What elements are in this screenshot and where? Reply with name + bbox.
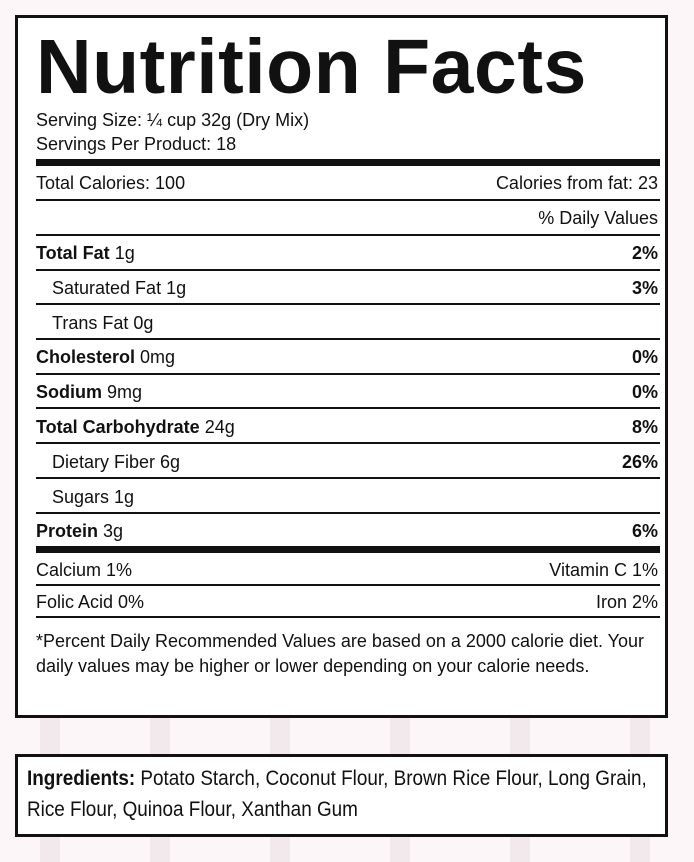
nutrition-facts-panel [15,15,668,718]
vitamin-row [36,585,658,619]
thick-divider [36,159,660,166]
ingredients-text [27,763,657,825]
vitamin-left: Calcium 1% [36,560,133,580]
vitamin-right: Iron 2% [595,592,658,612]
nutrient-name: Cholesterol [36,347,136,367]
divider [36,407,660,409]
nutrient-amount: 9mg [107,382,143,402]
nutrient-dv: 3% [631,278,658,298]
divider [36,616,660,618]
nutrient-amount: 0mg [140,347,176,367]
nutrient-row-total-carbohydrate [36,410,658,444]
divider [36,442,660,444]
nutrient-name: Sodium [36,382,102,402]
nutrition-facts-title: Nutrition Facts [36,24,587,110]
daily-values-header-row [36,201,658,235]
vitamin-row [36,553,658,587]
nutrient-amount: 1g [114,243,135,263]
nutrient-row-saturated-fat [36,271,658,305]
serving-size: Serving Size: ¼ cup 32g (Dry Mix) [36,110,310,130]
nutrient-dv: 0% [631,382,658,402]
nutrient-amount: 24g [204,417,235,437]
ingredients-list: Potato Starch, Coconut Flour, Brown Rice Flour, Long Grain, Rice Flour, Quinoa Flour, Xanthan Gum [27,767,647,821]
nutrient-name: Total Fat [36,243,110,263]
nutrient-name: Dietary Fiber 6g [52,452,181,472]
ingredients-heading: Ingredients: [27,767,136,790]
nutrient-name: Protein [36,521,99,541]
nutrient-row-total-fat [36,236,658,270]
divider [36,303,660,305]
nutrient-row-cholesterol [36,340,658,374]
nutrient-dv: 26% [621,452,658,472]
total-calories: Total Calories: 100 [36,173,186,193]
nutrient-row-sodium [36,375,658,409]
nutrient-dv: 8% [631,417,658,437]
daily-values-footnote: *Percent Daily Recommended Values are based on a 2000 calorie diet. Your daily values may be higher or lower depending on your calorie needs. [36,631,645,676]
nutrient-row-sugars [36,480,658,514]
calories-row [36,166,658,200]
nutrient-name: Sugars 1g [52,487,135,507]
nutrient-name: Saturated Fat 1g [52,278,187,298]
nutrient-dv: 6% [631,521,658,541]
daily-values-header: % Daily Values [538,208,658,228]
nutrient-row-dietary-fiber [36,445,658,479]
nutrient-amount: 3g [103,521,124,541]
servings-per-product: Servings Per Product: 18 [36,134,237,154]
nutrient-dv: 2% [631,243,658,263]
divider [36,477,660,479]
nutrient-row-trans-fat [36,306,658,340]
calories-from-fat: Calories from fat: 23 [495,173,658,193]
thick-divider [36,546,660,553]
ingredients-panel [15,754,668,837]
vitamin-left: Folic Acid 0% [36,592,145,612]
nutrient-name: Trans Fat 0g [52,313,154,333]
nutrient-dv: 0% [631,347,658,367]
nutrient-row-protein [36,514,658,548]
vitamin-right: Vitamin C 1% [549,560,658,580]
nutrient-name: Total Carbohydrate [36,417,200,437]
